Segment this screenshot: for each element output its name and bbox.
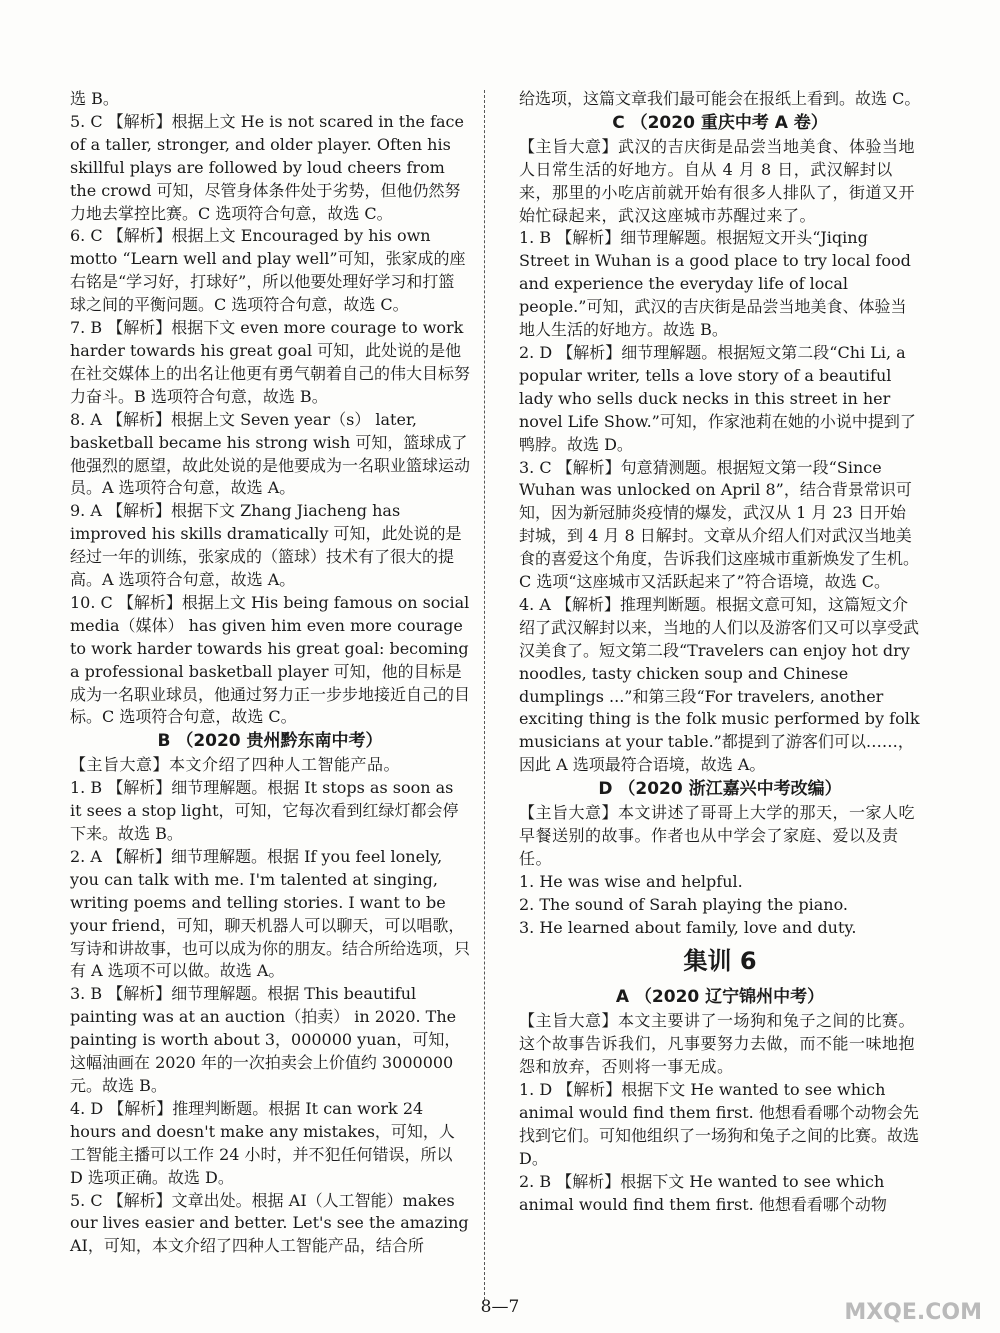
section-heading: B （2020 贵州黔东南中考） [157, 731, 383, 752]
answer-item: 3. He learned about family, love and duty. [519, 917, 857, 937]
answer-item: 8. A 【解析】根据上文 Seven year（s） later, basketball became his strong wish 可知，篮球成了他强烈的愿望，故此处说的是他要成为一名职业篮球运动员。A 选项符合句意，故选 A。 [70, 409, 471, 498]
section-heading: A （2020 辽宁锦州中考） [615, 987, 825, 1008]
right-column [519, 88, 921, 1217]
unit-title: 集训 6 [683, 946, 757, 975]
answer-item: 5. C 【解析】根据上文 He is not scared in the face of a taller, stronger, and older player. Often his skillful plays are followed by loud cheers from the crowd 可知，尽管身体条件处于劣势，但他仍然努力地去掌控比赛。C 选项符合句意，故选 C。 [70, 111, 464, 223]
answer-item: 2. A 【解析】细节理解题。根据 If you feel lonely, you can talk with me. I'm talented at singing, writing poems and telling stories. I want to be your friend，可知，聊天机器人可以聊天，可以唱歌，写诗和讲故事，也可以成为你的朋友。结合所给选项，只有 A 选项不可以做。故选 A。 [70, 846, 471, 981]
answer-item: 4. D 【解析】推理判断题。根据 It can work 24 hours and doesn't make any mistakes，可知，人工智能主播可以工作 24 小时，并不犯任何错误，所以 D 选项正确。故选 D。 [70, 1098, 455, 1187]
answer-item: 9. A 【解析】根据下文 Zhang Jiacheng has improved his skills dramatically 可知，此处说的是经过一年的训练，张家成的（篮球）技术有了很大的提高。A 选项符合句意，故选 A。 [70, 501, 462, 590]
watermark: MXQE.COM [844, 1300, 982, 1325]
summary: 【主旨大意】本文讲述了哥哥上大学的那天，一家人吃早餐送别的故事。作者也从中学会了家庭、爱以及责任。 [519, 803, 916, 868]
answer-item: 7. B 【解析】根据下文 even more courage to work harder towards his great goal 可知，此处说的是他在社交媒体上的出名让他更有勇气朝着自己的伟大目标努力奋斗。B 选项符合句意，故选 B。 [70, 318, 471, 406]
left-column [70, 88, 470, 1258]
column-divider [484, 90, 485, 1300]
answer-item: 3. C 【解析】句意猜测题。根据短文第一段“Since Wuhan was unlocked on April 8”，结合背景常识可知，因为新冠肺炎疫情的爆发，武汉从 1 月 23 日开始封城，到 4 月 8 日解封。文章从介绍人们对武汉当地美食的喜爱这个角度，告诉我们这座城市重新焕发了生机。C 选项“这座城市又活跃起来了”符合语境，故选 C。 [519, 457, 920, 592]
page-number: 8—7 [480, 1297, 520, 1317]
answer-item: 5. C 【解析】文章出处。根据 AI（人工智能）makes our lives easier and better. Let's see the amazing AI，可知，本文介绍了四种人工智能产品，结合所 [70, 1190, 469, 1256]
answer-item: 4. A 【解析】推理判断题。根据文意可知，这篇短文介绍了武汉解封以来，当地的人们以及游客们又可以享受武汉美食了。短文第二段“Travelers can enjoy hot dry noodles, tasty chicken soup and Chinese dumplings ...”和第三段“For travelers, another exciting thing is the folk music performed by folk musicians at your table.”都提到了游客们可以……，因此 A 选项最符合语境，故选 A。 [519, 594, 920, 775]
summary: 【主旨大意】本文介绍了四种人工智能产品。 [70, 755, 401, 775]
section-heading: D （2020 浙江嘉兴中考改编） [598, 779, 842, 800]
answer-item: 2. B 【解析】根据下文 He wanted to see which animal would find them first. 他想看看哪个动物 [519, 1171, 887, 1214]
section-heading: C （2020 重庆中考 A 卷） [612, 112, 828, 133]
answer-item: 6. C 【解析】根据上文 Encouraged by his own motto “Learn well and play well”可知，张家成的座右铭是“学习好，打球好”，所以他要处理好学习和打篮球之间的平衡问题。C 选项符合句意，故选 C。 [70, 226, 466, 315]
summary: 【主旨大意】本文主要讲了一场狗和兔子之间的比赛。这个故事告诉我们，凡事要努力去做，而不能一味地抱怨和放弃，否则将一事无成。 [519, 1011, 916, 1077]
summary: 【主旨大意】武汉的吉庆街是品尝当地美食、体验当地人日常生活的好地方。自从 4 月 8 日，武汉解封以来，那里的小吃店前就开始有很多人排队了，街道又开始忙碌起来，武汉这座城市苏醒过来了。 [519, 136, 916, 225]
text-line: 给选项，这篇文章我们最可能会在报纸上看到。故选 C。 [519, 89, 921, 108]
answer-item: 1. D 【解析】根据下文 He wanted to see which animal would find them first. 他想看看哪个动物会先找到它们。可知他组织了一场狗和兔子之间的比赛。故选 D。 [519, 1080, 920, 1168]
answer-item: 3. B 【解析】细节理解题。根据 This beautiful painting was at an auction（拍卖） in 2020. The painting is worth about 3，000000 yuan，可知，这幅油画在 2020 年的一次拍卖会上价值约 3000000 元。故选 B。 [70, 984, 461, 1095]
answer-item: 10. C 【解析】根据上文 His being famous on social media（媒体） has given him even more courage to work harder towards his great goal: becoming a professional basketball player 可知，他的目标是成为一名职业球员，他通过努力正一步步地接近自己的目标。C 选项符合句意，故选 C。 [70, 592, 471, 727]
answer-item: 1. B 【解析】细节理解题。根据短文开头“Jiqing Street in Wuhan is a good place to try local food and experience the everyday life of local people.”可知，武汉的吉庆街是品尝当地美食、体验当地人生活的好地方。故选 B。 [519, 228, 911, 340]
answer-item: 2. D 【解析】细节理解题。根据短文第二段“Chi Li, a popular writer, tells a love story of a beautiful lady who sells duck necks in this street in her novel Life Show.”可知，作家池莉在她的小说中提到了鸭脖。故选 D。 [519, 342, 916, 454]
answer-item: 1. B 【解析】细节理解题。根据 It stops as soon as it sees a stop light，可知，它每次看到红绿灯都会停下来。故选 B。 [70, 778, 459, 843]
answer-item: 1. He was wise and helpful. [519, 871, 743, 891]
answer-item: 2. The sound of Sarah playing the piano. [519, 894, 848, 914]
text-line: 选 B。 [70, 89, 119, 108]
